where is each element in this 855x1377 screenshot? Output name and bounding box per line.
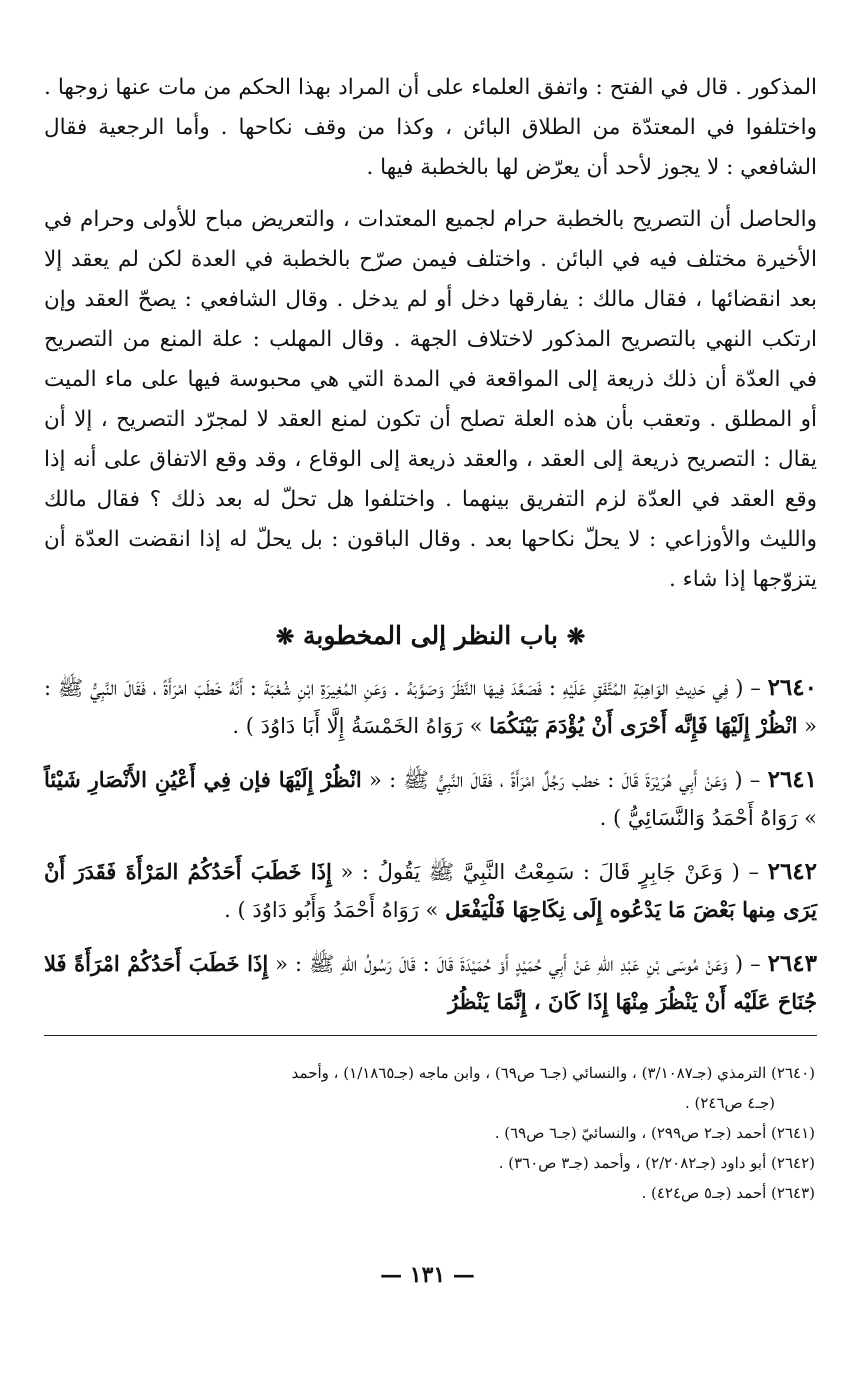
- hadith-number: ٢٦٤١: [767, 766, 818, 793]
- chapter-heading: [44, 614, 817, 659]
- hadith-quote: إِذَا خَطَبَ أَحَدُكُمُ المَرْأَةَ فَقَدَرَ أَنْ يَرَى مِنها بَعْضَ مَا يَدْعُوه إِلَى نِكَاحِهَا فَلْيَفْعَل: [44, 859, 817, 922]
- footnote-2642: (٢٦٤٢) أبو داود (جـ٢/٢٠٨٢) ، وأحمد (جـ٣ ص٣٦٠) .: [498, 1154, 815, 1172]
- hadith-source: » رَوَاهُ أَحْمَدُ وَالنَّسَائِيُّ ) .: [599, 806, 817, 830]
- footnotes: [44, 1058, 817, 1208]
- page-number: — ١٣١ —: [380, 1262, 475, 1288]
- hadith-number: ٢٦٤٢: [767, 858, 818, 885]
- ornament-star-icon: ❋: [275, 624, 295, 650]
- hadith-2640: [44, 669, 817, 745]
- hadith-2641: [44, 761, 817, 837]
- hadith-number: ٢٦٤٣: [767, 950, 817, 977]
- hadith-source: » رَوَاهُ أَحْمَدُ وَأَبُو دَاوُدَ ) .: [224, 898, 446, 922]
- hadith-quote: انْظُرْ إِلَيْهَا فَإِنَّه أَحْرَى أَنْ يُؤْدَمَ بَيْنَكُمَا: [489, 713, 798, 738]
- footnote-divider: [44, 1035, 817, 1036]
- hadith-quote: انْظُرْ إِلَيْهَا فإن فِي أَعْيُنِ الأَنْصَارِ شَيْئاً: [44, 767, 362, 792]
- chapter-title: باب النظر إلى المخطوبة: [303, 621, 558, 650]
- hadith-text: ( وَعَنْ أَبِي هُرَيْرَةَ قَالَ : خطب رَجُلٌ امْرَأَةً ، فَقَالَ النَّبِيُّ ﷺ : «: [361, 768, 743, 792]
- footnote-2640: (٢٦٤٠) الترمذي (جـ٣/١٠٨٧) ، والنسائي (جـ٦ ص٦٩) ، وابن ماجه (جـ١/١٨٦٥) ، وأحمد: [291, 1064, 815, 1082]
- hadith-number: ٢٦٤٠: [767, 674, 817, 701]
- footnote-2643: (٢٦٤٣) أحمد (جـ٥ ص٤٢٤) .: [641, 1184, 815, 1202]
- hadith-dash: –: [743, 676, 768, 700]
- hadith-dash: –: [743, 952, 768, 976]
- ornament-star-icon: ❋: [566, 624, 586, 650]
- hadith-text: ( فِي حَدِيثِ الوَاهِبَةِ المُتَّفَقِ عَلَيْهِ : فَصَعَّدَ فِيهَا النَّظَرَ وَصَوَّبَهُ . وَعَنِ المُغِيرَةِ ابْنِ شُعْبَةَ : أَنَّهُ خَطَبَ امْرَأَةً ، فَقَالَ النَّبِيُّ ﷺ : «: [44, 676, 817, 738]
- hadith-quote: إِذَا خَطَبَ أَحَدُكُمْ امْرَأَةً فَلا جُنَاحَ عَلَيْه أَنْ يَنْظُرَ مِنْهَا إِذَا كَانَ ، إِنَّمَا يَنْظُرُ: [44, 951, 817, 1014]
- commentary-paragraph-1: المذكور . قال في الفتح : واتفق العلماء على أن المراد بهذا الحكم من مات عنها زوجها . واختلفوا في المعتدّة من الطلاق البائن ، وكذا من وقف نكاحها . وأما الرجعية فقال الشافعي : لا يجوز لأحد أن يعرّض لها بالخطبة فيها .: [44, 75, 817, 180]
- footnote-2640-continued: (جـ٤ ص٢٤٦) .: [684, 1094, 775, 1112]
- hadith-source: » رَوَاهُ الخَمْسَةُ إِلَّا أَبَا دَاوُدَ ) .: [232, 714, 490, 738]
- commentary-paragraph-2: والحاصل أن التصريح بالخطبة حرام لجميع المعتدات ، والتعريض مباح للأولى وحرام في الأخيرة مختلف فيه في البائن . واختلف فيمن صرّح بالخطبة في العدة لكن لم يعقد إلا بعد انقضائها ، فقال مالك : يفارقها دخل أو لم يدخل . وقال الشافعي : يصحّ العقد وإن ارتكب النهي بالتصريح المذكور لاختلاف الجهة . وقال المهلب : علة المنع من التصريح في العدّة أن ذلك ذريعة إلى المواقعة في المدة التي هي محبوسة فيها على ماء الميت أو المطلق . وتعقب بأن هذه العلة تصلح أن تكون لمنع العقد لا لمجرّد التصريح ، إلا أن يقال : التصريح ذريعة إلى العقد ، والعقد ذريعة إلى الوقاع ، وقد وقع الاتفاق على أنه إذا وقع العقد في العدّة لزم التفريق بينهما . واختلفوا هل تحلّ له بعد ذلك ؟ فقال مالك والليث والأوزاعي : لا يحلّ نكاحها بعد . وقال الباقون : بل يحلّ له إذا انقضت العدّة أن يتزوّجها إذا شاء .: [44, 207, 817, 592]
- hadith-text: ( وَعَنْ مُوسَى بْنِ عَبْدِ اللهِ عَنْ أَبِي حُمَيْدٍ أَوْ حُمَيْدَةَ قَالَ : قَالَ رَسُولُ اللهِ ﷺ : «: [268, 952, 744, 976]
- hadith-text: ( وَعَنْ جَابِرٍ قَالَ : سَمِعْتُ النَّبِيَّ ﷺ يَقُولُ : «: [331, 860, 740, 884]
- hadith-2642: [44, 853, 817, 929]
- hadith-dash: –: [742, 768, 768, 792]
- hadith-dash: –: [739, 860, 768, 884]
- footnote-2641: (٢٦٤١) أحمد (جـ٢ ص٢٩٩) ، والنسائيّ (جـ٦ ص٦٩) .: [494, 1124, 815, 1142]
- hadith-2643: [44, 945, 817, 1021]
